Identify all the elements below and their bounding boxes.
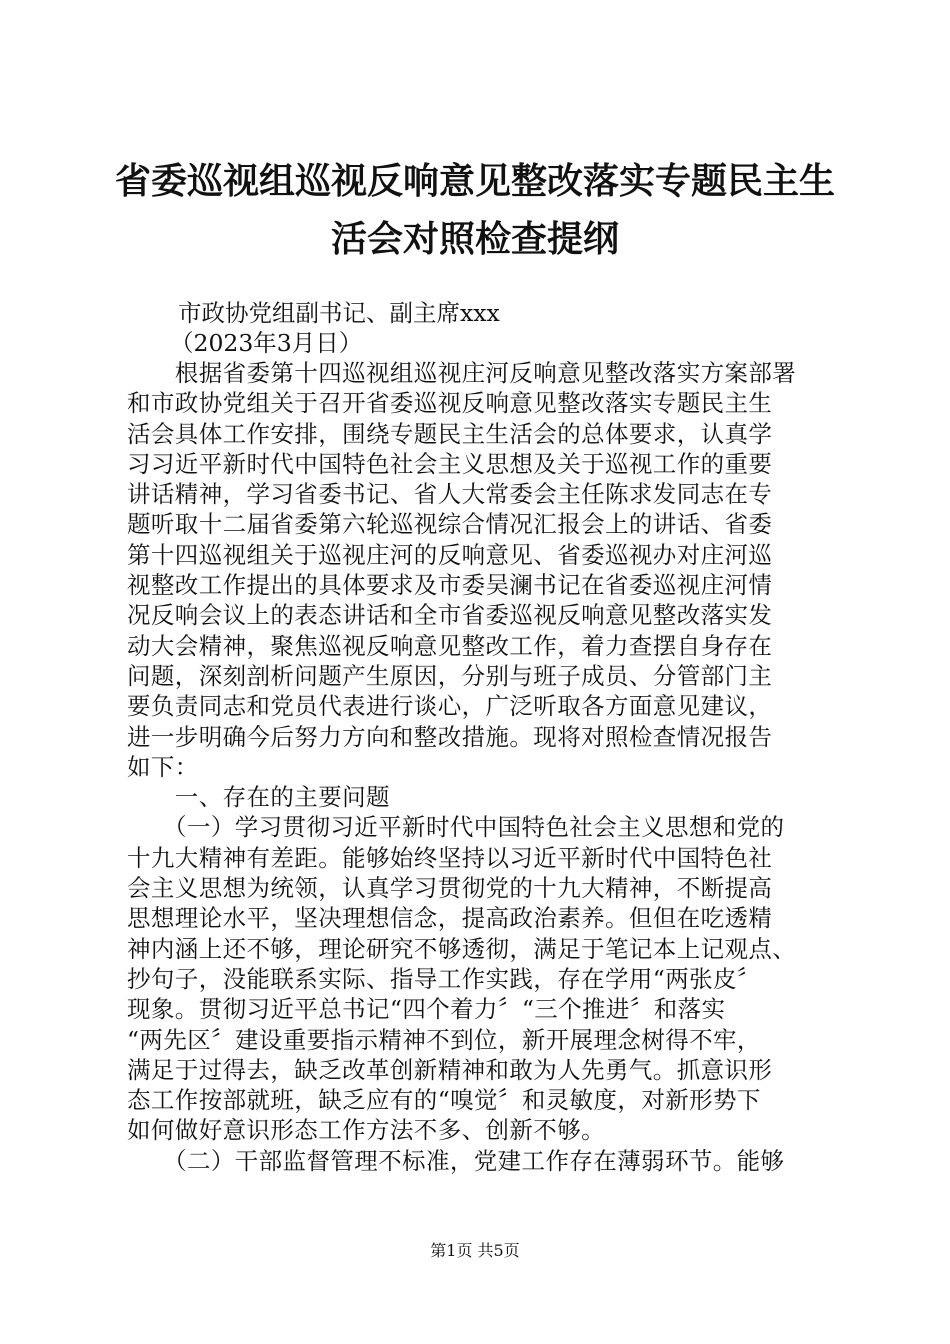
body-line: 会主义思想为统领，认真学习贯彻党的十九大精神，不断提高 — [127, 874, 773, 903]
document-title-line-2: 活会对照检查提纲 — [330, 219, 619, 260]
author-line: 市政协党组副书记、副主席xxx — [178, 299, 500, 327]
body-line: 和市政协党组关于召开省委巡视反响意见整改落实专题民主生 — [127, 389, 773, 418]
body-line: 动大会精神，聚焦巡视反响意见整改工作，着力查摆自身存在 — [127, 631, 773, 660]
body-line: 如下： — [127, 752, 199, 781]
body-line: 第十四巡视组关于巡视庄河的反响意见、省委巡视办对庄河巡 — [127, 540, 773, 569]
page-number-footer: 第1页 共5页 — [430, 1241, 520, 1260]
body-line: 况反响会议上的表态讲话和全市省委巡视反响意见整改落实发 — [127, 601, 773, 630]
body-line: （一）学习贯彻习近平新时代中国特色社会主义思想和党的 — [127, 813, 785, 842]
body-line: 问题，深刻剖析问题产生原因，分别与班子成员、分管部门主 — [127, 661, 773, 690]
body-line: 思想理论水平，坚决理想信念，提高政治素养。但但在吃透精 — [127, 904, 773, 933]
body-line: 视整改工作提出的具体要求及市委吴澜书记在省委巡视庄河情 — [127, 571, 773, 600]
body-line: “两先区〞建设重要指示精神不到位，新开展理念树得不牢， — [127, 1025, 761, 1054]
body-line: 习习近平新时代中国特色社会主义思想及关于巡视工作的重要 — [127, 449, 773, 478]
section-heading: 一、存在的主要问题 — [127, 783, 390, 812]
body-line: 满足于过得去，缺乏改革创新精神和敢为人先勇气。抓意识形 — [127, 1055, 773, 1084]
body-line: 进一步明确今后努力方向和整改措施。现将对照检查情况报告 — [127, 722, 773, 751]
body-line: 活会具体工作安排，围绕专题民主生活会的总体要求，认真学 — [127, 419, 773, 448]
body-line: 题听取十二届省委第六轮巡视综合情况汇报会上的讲话、省委 — [127, 510, 773, 539]
body-line: 十九大精神有差距。能够始终坚持以习近平新时代中国特色社 — [127, 843, 773, 872]
body-line: 抄句子，没能联系实际、指导工作实践，存在学用“两张皮〞 — [127, 964, 761, 993]
body-line: （二）干部监督管理不标准，党建工作存在薄弱环节。能够 — [127, 1146, 785, 1175]
body-line: 态工作按部就班，缺乏应有的“嗅觉〞和灵敏度，对新形势下 — [127, 1086, 761, 1115]
body-line: 讲话精神，学习省委书记、省人大常委会主任陈求发同志在专 — [127, 480, 773, 509]
body-line: 要负责同志和党员代表进行谈心，广泛听取各方面意见建议， — [127, 692, 773, 721]
body-line: 现象。贯彻习近平总书记“四个着力〞“三个推进〞和落实 — [127, 995, 726, 1024]
document-title-line-1: 省委巡视组巡视反响意见整改落实专题民主生 — [114, 161, 835, 202]
body-line: 神内涵上还不够，理论研究不够透彻，满足于笔记本上记观点、 — [127, 934, 797, 963]
body-line: 根据省委第十四巡视组巡视庄河反响意见整改落实方案部署 — [127, 359, 797, 387]
document-body — [127, 358, 847, 1176]
date-line: （2023年3月日） — [170, 329, 363, 357]
body-line: 如何做好意识形态工作方法不多、创新不够。 — [127, 1116, 605, 1145]
